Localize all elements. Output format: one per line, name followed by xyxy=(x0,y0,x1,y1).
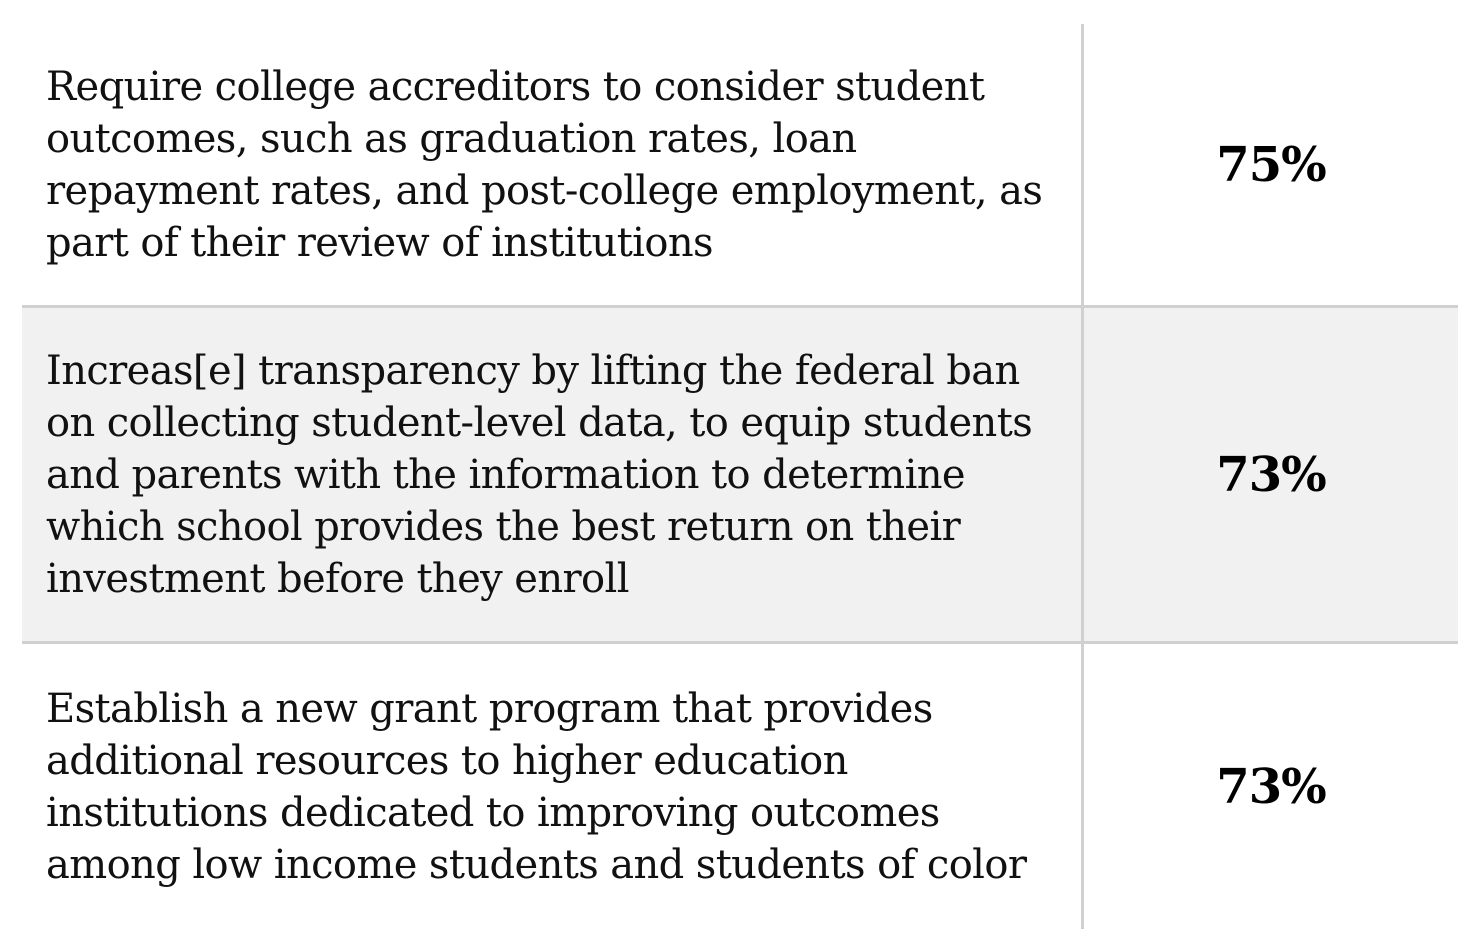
statement-cell xyxy=(22,24,1084,305)
value-cell xyxy=(1084,24,1458,305)
value-cell xyxy=(1084,308,1458,641)
statement-text: Establish a new grant program that provides additional resources to higher education institutions dedicated to improving outcomes among low income students and students of color xyxy=(46,685,1027,888)
table-row xyxy=(22,24,1458,308)
percent-value: 75% xyxy=(1216,136,1326,193)
table-row xyxy=(22,308,1458,644)
support-table xyxy=(22,24,1458,929)
statement-cell xyxy=(22,644,1084,929)
percent-value: 73% xyxy=(1216,446,1326,503)
statement-text: Require college accreditors to consider student outcomes, such as graduation rates, loan repayment rates, and post-college employment, as part of their review of institutions xyxy=(46,63,1043,266)
statement-text: Increas[e] transparency by lifting the federal ban on collecting student-level data, to equip students and parents with the information to determine which school provides the best return on their investment before they enroll xyxy=(46,347,1033,602)
percent-value: 73% xyxy=(1216,758,1326,815)
value-cell xyxy=(1084,644,1458,929)
statement-cell xyxy=(22,308,1084,641)
table-row xyxy=(22,644,1458,929)
